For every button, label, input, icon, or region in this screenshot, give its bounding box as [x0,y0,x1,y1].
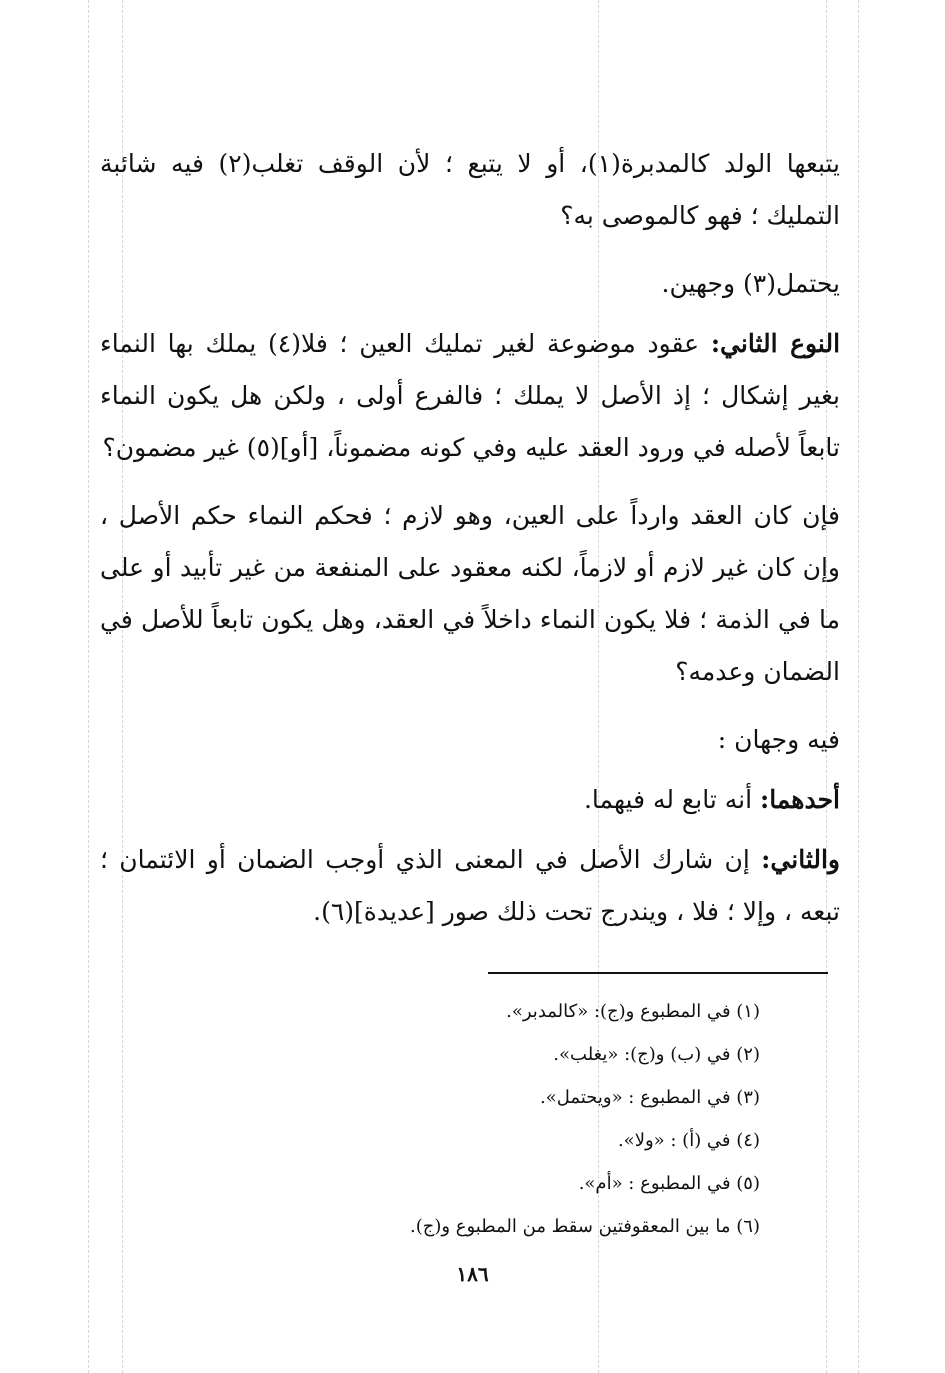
paragraph-3 [100,318,840,474]
scan-guide-line [88,0,89,1373]
paragraph-lead: النوع الثاني: [710,329,841,358]
footnote-divider [488,972,828,974]
paragraph-4 [100,490,840,698]
paragraph-text: إن شارك الأصل في المعنى الذي أوجب الضمان أو الائتمان ؛ تبعه ، وإلا ؛ فلا ، ويندرج تحت ذلك صور [عديدة](٦). [100,845,840,926]
footnote: (١) في المطبوع و(ج): «كالمدبر». [506,1001,760,1022]
paragraph-7 [100,834,840,938]
footnote: (٥) في المطبوع : «أم». [578,1173,760,1194]
footnotes [380,990,760,1248]
footnote: (٣) في المطبوع : «ويحتمل». [540,1087,760,1108]
paragraph-2 [100,258,840,310]
paragraph-text: يتبعها الولد كالمدبرة(١)، أو لا يتبع ؛ لأن الوقف تغلب(٢) فيه شائبة التمليك ؛ فهو كالموصى به؟ [100,149,840,230]
page-number: ١٨٦ [456,1262,489,1286]
paragraph-text: أنه تابع له فيهما. [583,785,760,814]
paragraph-text: فإن كان العقد وارداً على العين، وهو لازم ؛ فحكم النماء حكم الأصل ، وإن كان غير لازم أو لازماً، لكنه معقود على المنفعة من غير تأبيد أو على ما في الذمة ؛ فلا يكون النماء داخلاً في العقد، وهل يكون تابعاً للأصل في الضمان وعدمه؟ [100,501,840,686]
footnote: (٦) ما بين المعقوفتين سقط من المطبوع و(ج). [409,1216,760,1237]
footnote: (٤) في (أ) : «ولا». [617,1130,760,1151]
paragraph-text: يحتمل(٣) وجهين. [661,269,840,298]
main-text [100,138,840,954]
paragraph-1 [100,138,840,242]
scan-guide-line [858,0,859,1373]
footnote: (٢) في (ب) و(ج): «يغلب». [553,1044,760,1065]
paragraph-lead: والثاني: [761,845,840,874]
paragraph-lead: أحدهما: [759,785,840,814]
paragraph-5 [100,714,840,766]
paragraph-text: فيه وجهان : [717,725,840,754]
paragraph-text: عقود موضوعة لغير تمليك العين ؛ فلا(٤) يملك بها النماء بغير إشكال ؛ إذ الأصل لا يملك ؛ فالفرع أولى ، ولكن هل يكون النماء تابعاً لأصله في ورود العقد عليه وفي كونه مضموناً، [أو](٥) غير مضمون؟ [100,329,840,462]
paragraph-6 [100,774,840,826]
